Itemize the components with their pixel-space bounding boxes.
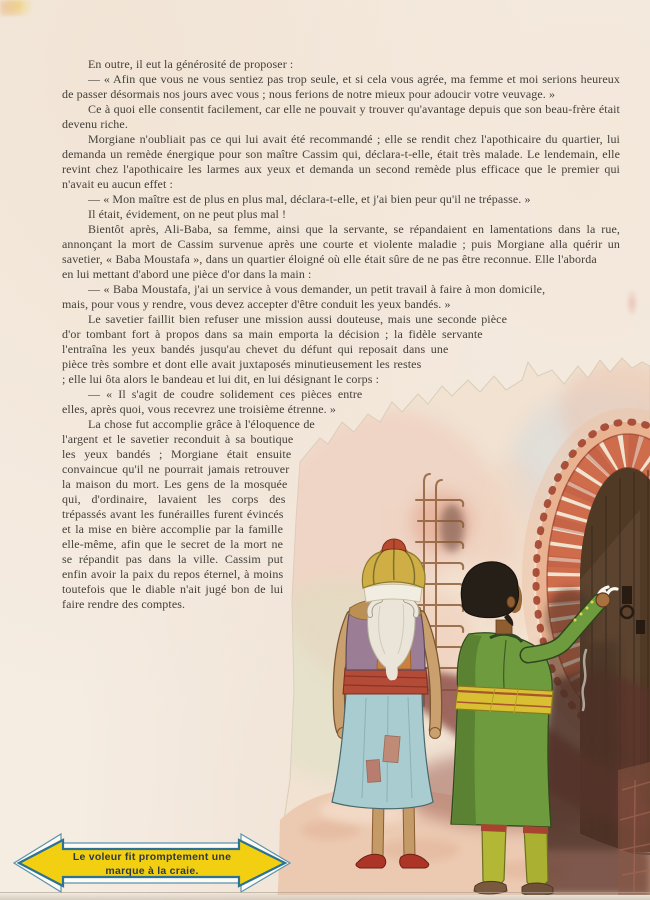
caption-text-line-2: marque à la craie.	[105, 865, 199, 877]
paragraph: En outre, il eut la générosité de proposer :	[88, 57, 294, 71]
illustration-text-wrap-spacer	[260, 57, 620, 877]
paragraph: — « Mon maître est de plus en plus mal, déclara-t-elle, et j'ai bien peur qu'il ne trépasse. »	[88, 192, 531, 206]
paragraph: La chose fut accomplie grâce à l'éloquence de l'argent et le savetier reconduit à sa boutique les yeux bandés ; Morgiane était ensuite convaincue qu'il ne pourrait jamais retrouver la maison du mort. Les gens de la mosquée qui, d'ordinaire, lavaient les corps des trépassés avant les funérailles furent évincés et la mise en bière accomplie par la famille elle-même, afin que le secret de la mort ne se répandit pas dans la ville. Cassim put enfin avoir la paix du repos éternel, à moins toutefois que le diable n'ait jugé bon de lui faire rendre des comptes.	[62, 417, 315, 611]
page-margin-smudge	[626, 288, 638, 318]
paragraph: Ce à quoi elle consentit facilement, car elle ne pouvait y trouver qu'avantage depuis que son beau-frère était devenu riche.	[62, 102, 620, 131]
paragraph: — « Il s'agit de coudre solidement ces pièces entre elles, après quoi, vous recevrez une troisième étrenne. »	[62, 387, 363, 416]
paragraph: — « Afin que vous ne vous sentiez pas trop seule, et si cela vous agrée, ma femme et moi serions heureux de passer désormais nos jours avec vous ; nous ferions de notre mieux pour adoucir votre veuvage. »	[62, 72, 620, 101]
paragraph: Le savetier faillit bien refuser une mission aussi douteuse, mais une seconde pièce d'or tombant fort à propos dans sa main emporta la décision ; la fidèle servante l'entraîna les yeux bandés jusqu'au chevet du défunt qui reposait dans une pièce très sombre et dont elle avait juxtaposés minutieusement les restes ; elle lui ôta alors le bandeau et lui dit, en lui désignant le corps :	[62, 312, 508, 386]
paragraph: Il était, évidement, on ne peut plus mal !	[88, 207, 287, 221]
page-corner-smudge	[0, 0, 34, 16]
caption-banner	[13, 832, 291, 894]
paragraph: — « Baba Moustafa, j'ai un service à vous demander, un petit travail à faire à mon domicile, mais, pour vous y rendre, vous devez accepter d'être conduit les yeux bandés. »	[62, 282, 546, 311]
paragraph: Morgiane n'oubliait pas ce qui lui avait été recommandé ; elle se rendit chez l'apothicaire du quartier, lui demanda un remède énergique pour son maître Cassim qui, déclara-t-elle, était très malade. Le lendemain, elle revint chez l'apothicaire les larmes aux yeux et demanda un second remède plus efficace que le premier qui n'avait eu aucun effet :	[62, 132, 620, 191]
paragraph: Bientôt après, Ali-Baba, sa femme, ainsi que la servante, se répandaient en lamentations dans la rue, annonçant la mort de Cassim survenue après une courte et violente maladie ; puis Morgiane alla quérir un savetier, « Baba Moustafa », dans un quartier éloigné où elle était sûre de ne pas être reconnue. Elle l'aborda en lui mettant d'abord une pièce d'or dans la main :	[62, 222, 620, 281]
caption-text-line-1: Le voleur fit promptement une	[72, 851, 232, 863]
page-bottom-edge	[0, 892, 650, 900]
story-text	[62, 57, 620, 885]
